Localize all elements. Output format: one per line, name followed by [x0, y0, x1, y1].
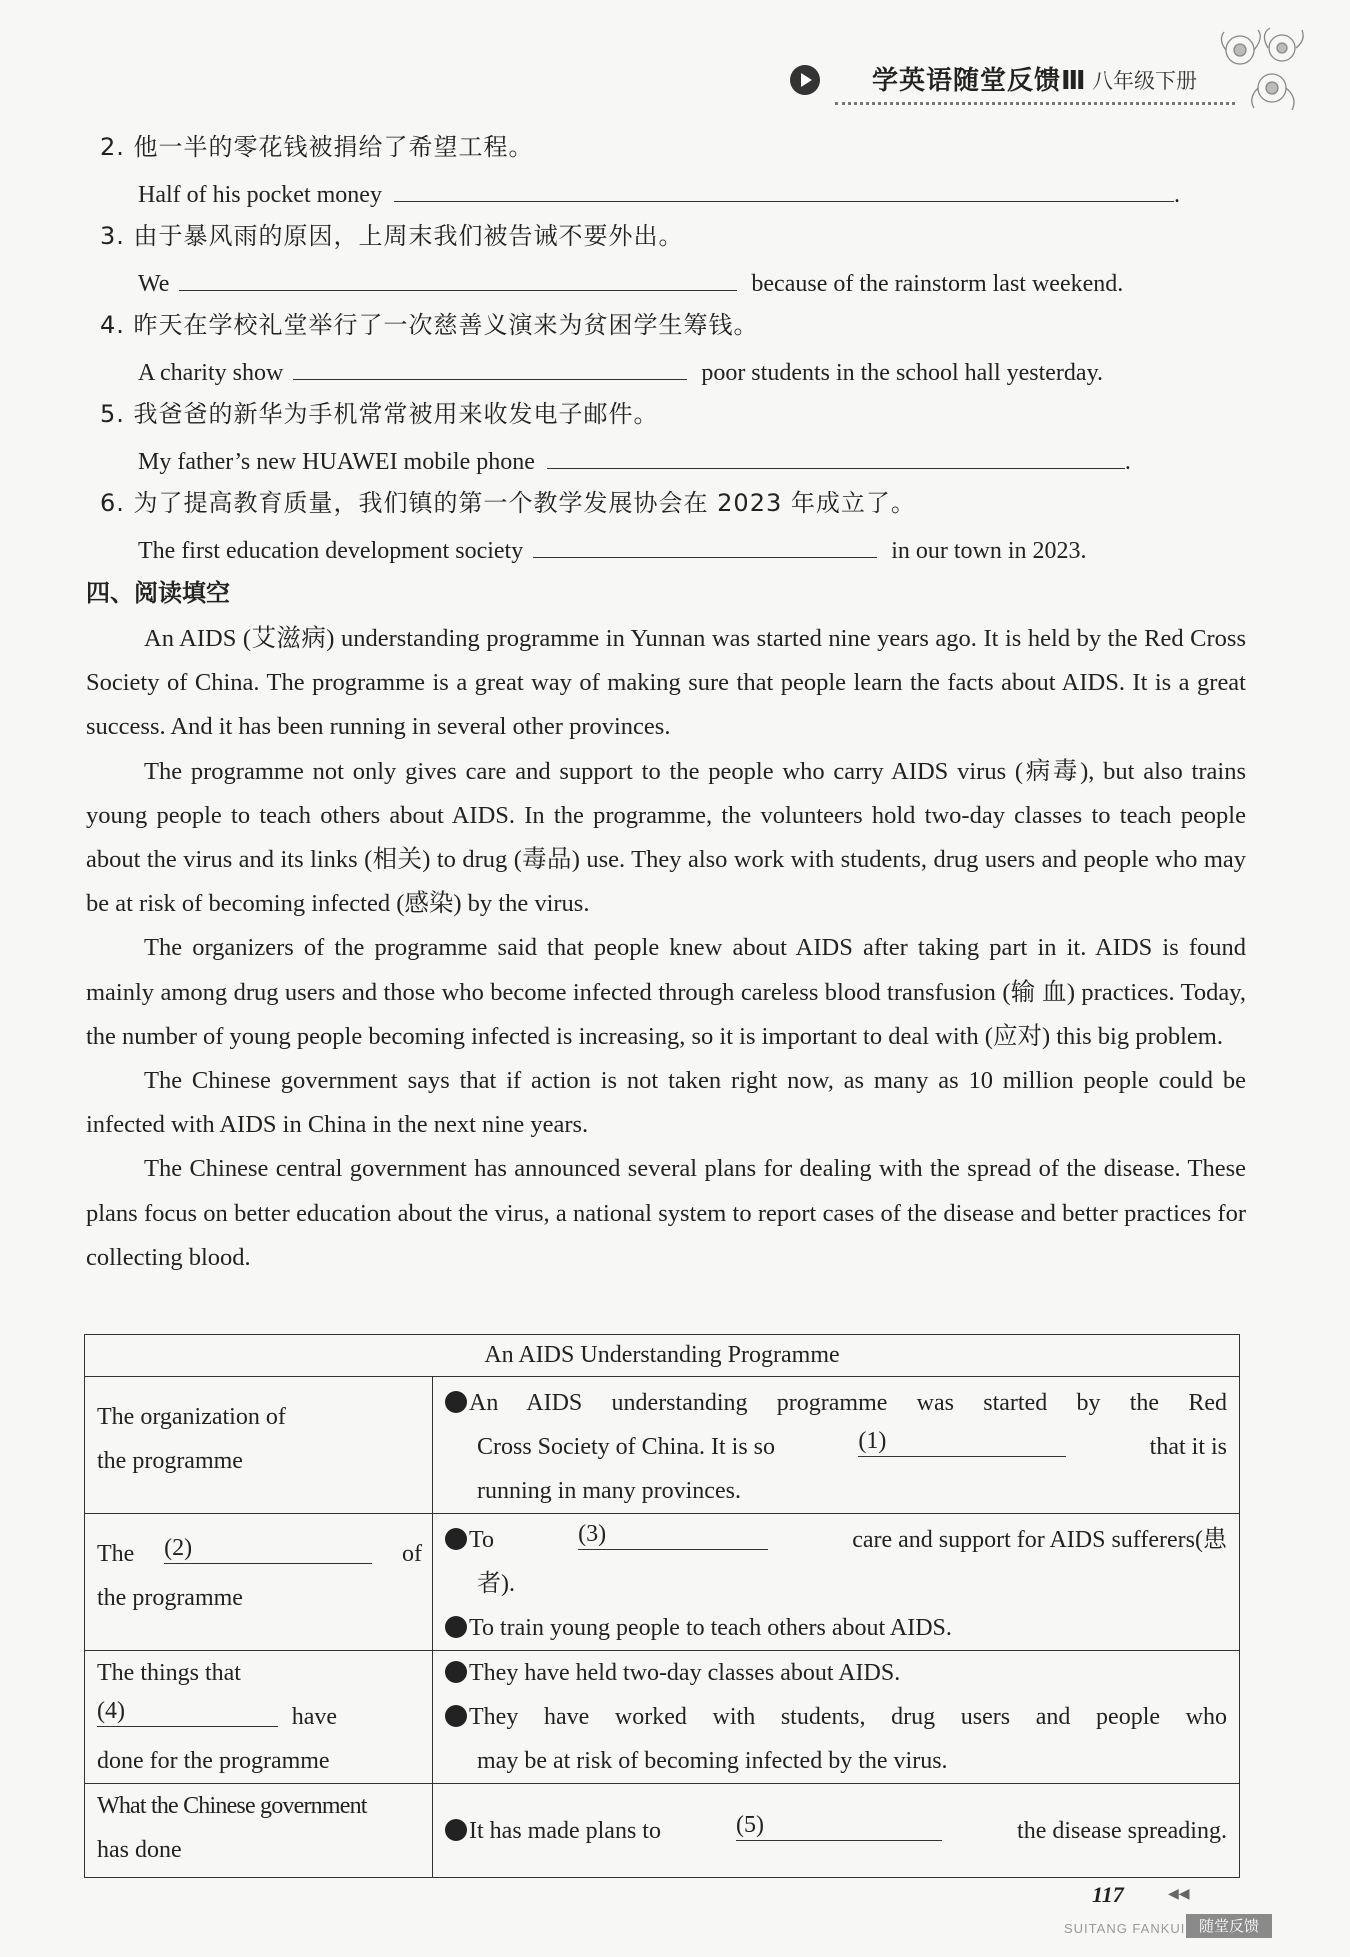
- table-title: An AIDS Understanding Programme: [85, 1335, 1240, 1377]
- page-number: 117: [1092, 1882, 1124, 1907]
- blank-5[interactable]: (5): [736, 1809, 942, 1841]
- footer-brand-en: SUITANG FANKUI: [1064, 1921, 1186, 1936]
- row-2-label: The (2) of the programme: [85, 1514, 433, 1651]
- exercise-3-english: [138, 265, 1123, 299]
- row-3-content: They have held two-day classes about AIDS. They have worked with students, drug users and people who may be at risk of becoming infected by the virus.: [433, 1651, 1240, 1784]
- exercise-4-end: poor students in the school hall yesterday.: [701, 360, 1104, 386]
- book-grade: 八年级下册: [1092, 69, 1197, 93]
- exercise-2-end: .: [1173, 182, 1180, 208]
- bullet-icon: [445, 1705, 467, 1727]
- table-row: [85, 1377, 1240, 1514]
- blank-2[interactable]: (2): [164, 1532, 372, 1564]
- blank-1[interactable]: (1): [858, 1425, 1066, 1457]
- exercise-5-prompt: My father’s new HUAWEI mobile phone: [138, 449, 535, 475]
- exercise-5-english: [138, 443, 1131, 477]
- exercise-3-end: because of the rainstorm last weekend.: [751, 271, 1124, 297]
- back-arrows-icon: ◀◀: [1168, 1886, 1190, 1902]
- bullet-icon: [445, 1819, 467, 1841]
- exercise-5-end: .: [1124, 449, 1131, 475]
- exercise-4-answer-blank[interactable]: [293, 354, 687, 380]
- play-icon: [790, 65, 820, 95]
- exercise-5-answer-blank[interactable]: [547, 443, 1125, 469]
- exercise-2-prompt: Half of his pocket money: [138, 182, 382, 208]
- row-1-content: An AIDS understanding programme was started by the Red Cross Society of China. It is so (1) that it is running in many provinces.: [433, 1377, 1240, 1514]
- exercise-3-chinese: 3. 由于暴风雨的原因，上周末我们被告诫不要外出。: [100, 222, 684, 250]
- bullet-icon: [445, 1616, 467, 1638]
- exercise-6-prompt: The first education development society: [138, 538, 524, 564]
- table-row: [85, 1514, 1240, 1651]
- exercise-6-english: [138, 532, 1087, 566]
- table-row: [85, 1784, 1240, 1878]
- exercise-5-chinese: 5. 我爸爸的新华为手机常常被用来收发电子邮件。: [100, 400, 659, 428]
- row-3-label: The things that (4) have done for the programme: [85, 1651, 433, 1784]
- row-4-content: It has made plans to (5) the disease spreading.: [433, 1784, 1240, 1878]
- row-1-label: The organization of the programme: [85, 1377, 433, 1514]
- passage-paragraph-5: The Chinese central government has announced several plans for dealing with the spread of the disease. These plans focus on better education about the virus, a national system to report cases of the disease and better practices for collecting blood.: [86, 1155, 1246, 1271]
- bullet-icon: [445, 1661, 467, 1683]
- row-4-label: What the Chinese government has done: [85, 1784, 433, 1878]
- blank-3[interactable]: (3): [578, 1518, 768, 1550]
- exercise-3-answer-blank[interactable]: [179, 265, 737, 291]
- footer-badge: 随堂反馈: [1186, 1914, 1272, 1938]
- header-divider: [835, 102, 1235, 105]
- passage-paragraph-4: The Chinese government says that if action is not taken right now, as many as 10 million people could be infected with AIDS in China in the next nine years.: [86, 1067, 1246, 1139]
- blank-4[interactable]: (4): [97, 1695, 278, 1727]
- exercise-2-answer-blank[interactable]: [394, 176, 1174, 202]
- table-row: [85, 1651, 1240, 1784]
- exercise-3-prompt: We: [138, 271, 170, 297]
- exercise-6-end: in our town in 2023.: [891, 538, 1087, 564]
- reading-passage: [86, 617, 1246, 1280]
- exercise-6-answer-blank[interactable]: [533, 532, 877, 558]
- passage-paragraph-3: The organizers of the programme said that people knew about AIDS after taking part in it. AIDS is found mainly among drug users and those who become infected through careless blood transfusion (输 血) practices. Today, the number of young people becoming infected is increasing, so it is important to deal with (应对) this big problem.: [86, 934, 1246, 1050]
- exercise-2-chinese: 2. 他一半的零花钱被捐给了希望工程。: [100, 133, 534, 161]
- exercise-4-english: [138, 354, 1103, 388]
- page-header: [790, 56, 1270, 106]
- row-2-content: To (3) care and support for AIDS sufferers(患 者). To train young people to teach others about AIDS.: [433, 1514, 1240, 1651]
- passage-paragraph-1: An AIDS (艾滋病) understanding programme in Yunnan was started nine years ago. It is held by the Red Cross Society of China. The programme is a great way of making sure that people learn the facts about AIDS. It is a great success. And it has been running in several other provinces.: [86, 625, 1246, 741]
- bullet-icon: [445, 1528, 467, 1550]
- passage-paragraph-2: The programme not only gives care and support to the people who carry AIDS virus (病毒), but also trains young people to teach others about AIDS. In the programme, the volunteers hold two-day classes to teach people about the virus and its links (相关) to drug (毒品) use. They also work with students, drug users and people who may be at risk of becoming infected (感染) by the virus.: [86, 757, 1246, 918]
- exercise-4-prompt: A charity show: [138, 360, 284, 386]
- exercise-4-chinese: 4. 昨天在学校礼堂举行了一次慈善义演来为贫困学生筹钱。: [100, 311, 759, 339]
- book-title: 学英语随堂反馈Ⅲ: [872, 66, 1087, 96]
- programme-table: [84, 1334, 1240, 1878]
- exercise-6-chinese: 6. 为了提高教育质量，我们镇的第一个教学发展协会在 2023 年成立了。: [100, 489, 916, 517]
- exercise-2-english: [138, 176, 1180, 210]
- flower-decoration-icon: [1210, 20, 1320, 120]
- section-title: 四、阅读填空: [86, 579, 230, 607]
- bullet-icon: [445, 1391, 467, 1413]
